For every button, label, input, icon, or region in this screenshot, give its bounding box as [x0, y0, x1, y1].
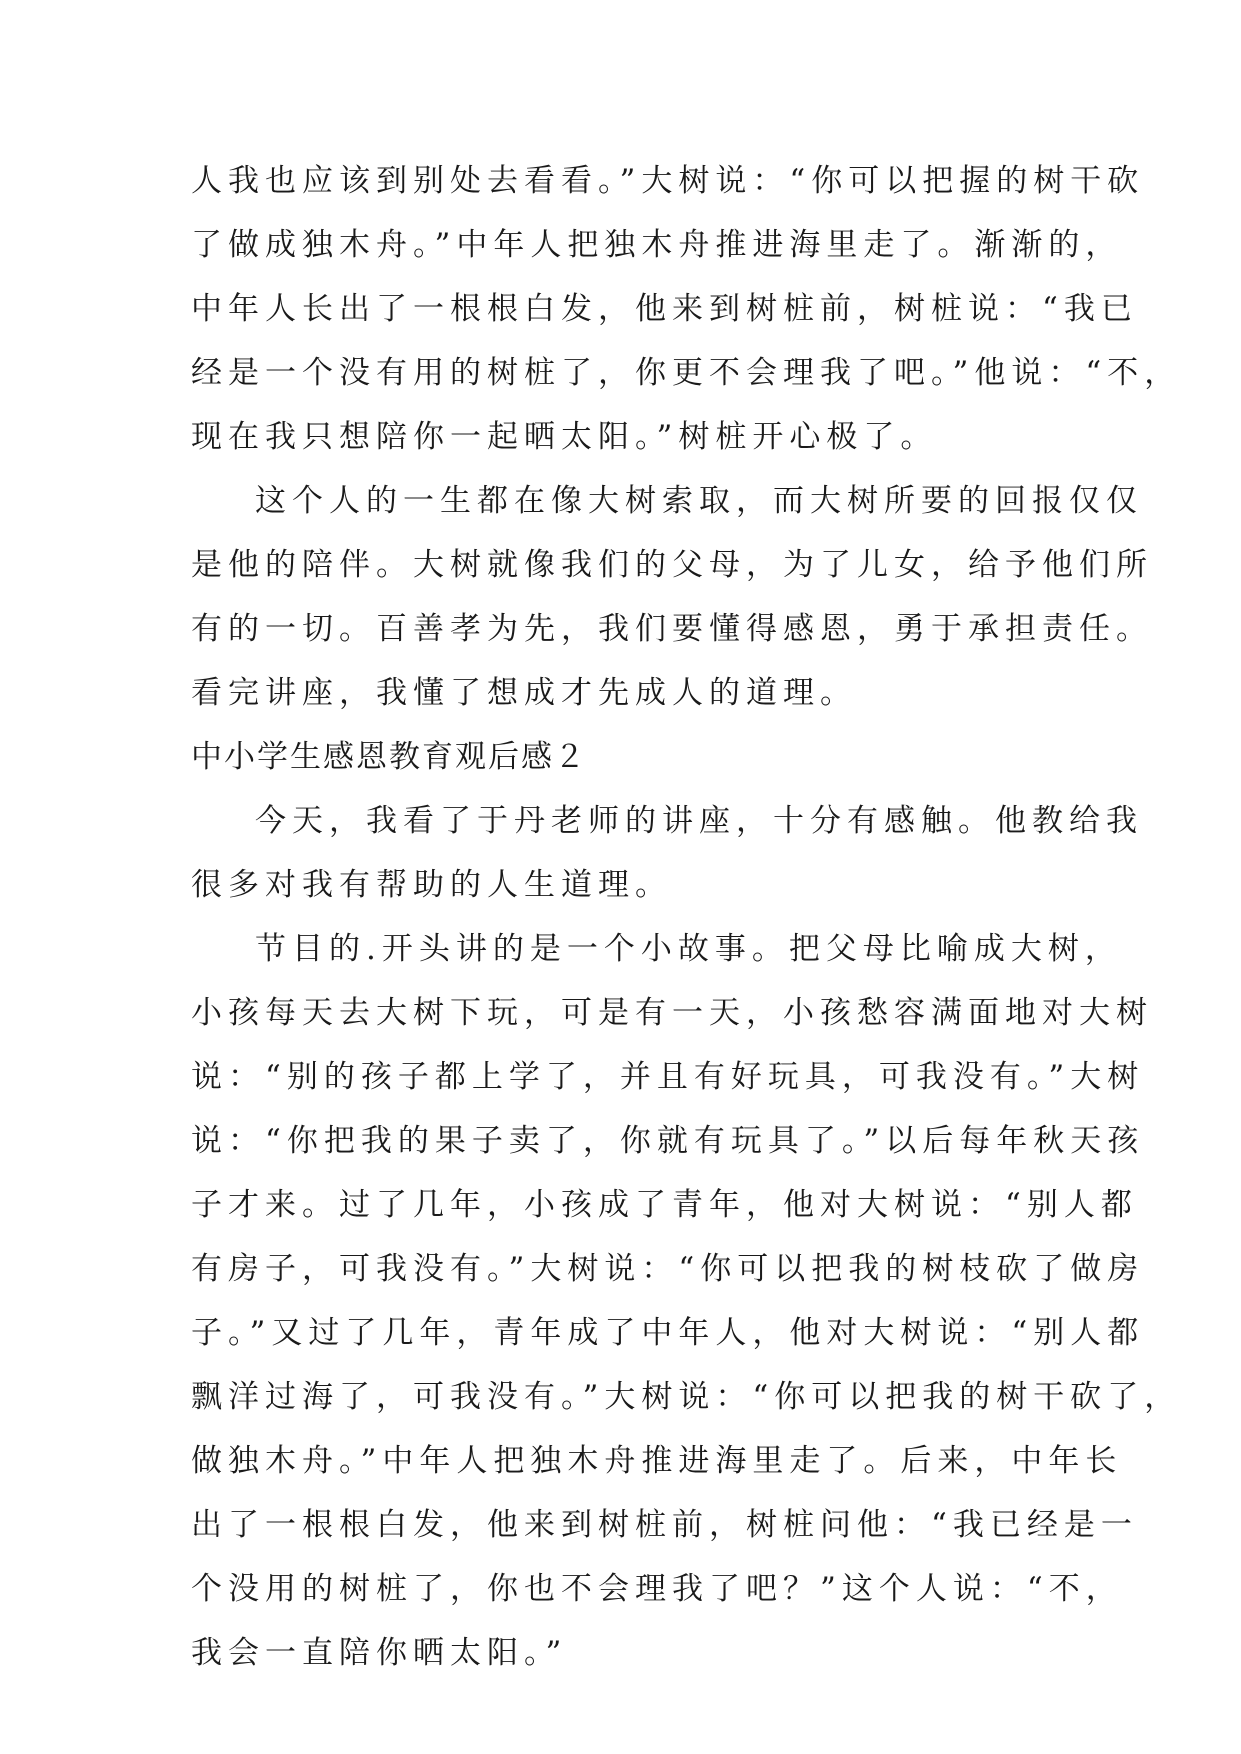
text-line: 经是一个没有用的树桩了，你更不会理我了吧。”他说：“不，	[191, 355, 1182, 391]
text-line: 中年人长出了一根根白发，他来到树桩前，树桩说：“我已	[191, 291, 1138, 327]
paragraph-reflection	[191, 469, 1153, 725]
text-line: 个没用的树桩了，你也不会理我了吧？”这个人说：“不，	[191, 1571, 1123, 1607]
paragraph-continued	[191, 149, 1182, 469]
text-line: 是他的陪伴。大树就像我们的父母，为了儿女，给予他们所	[191, 547, 1153, 583]
paragraph-story	[191, 917, 1182, 1685]
text-line: 我会一直陪你晒太阳。”	[191, 1635, 568, 1671]
text-line: 很多对我有帮助的人生道理。	[191, 867, 672, 903]
document-body	[191, 149, 1182, 1685]
text-line: 飘洋过海了，可我没有。”大树说：“你可以把我的树干砍了，	[191, 1379, 1182, 1415]
text-line: 节目的.开头讲的是一个小故事。把父母比喻成大树，	[255, 931, 1122, 967]
text-line: 出了一根根白发，他来到树桩前，树桩问他：“我已经是一	[191, 1507, 1138, 1543]
paragraph-intro	[191, 789, 1143, 917]
text-line: 看完讲座，我懂了想成才先成人的道理。	[191, 675, 857, 711]
text-line: 有的一切。百善孝为先，我们要懂得感恩，勇于承担责任。	[191, 611, 1153, 647]
section-heading: 中小学生感恩教育观后感２	[191, 739, 587, 775]
text-line: 做独木舟。”中年人把独木舟推进海里走了。后来，中年长	[191, 1443, 1123, 1479]
text-line: 说：“你把我的果子卖了，你就有玩具了。”以后每年秋天孩	[191, 1123, 1145, 1159]
text-line: 子才来。过了几年，小孩成了青年，他对大树说：“别人都	[191, 1187, 1138, 1223]
text-line: 小孩每天去大树下玩，可是有一天，小孩愁容满面地对大树	[191, 995, 1153, 1031]
text-line: 有房子，可我没有。”大树说：“你可以把我的树枝砍了做房	[191, 1251, 1145, 1287]
text-line: 说：“别的孩子都上学了，并且有好玩具，可我没有。”大树	[191, 1059, 1145, 1095]
text-line: 人我也应该到别处去看看。”大树说：“你可以把握的树干砍	[191, 163, 1145, 199]
text-line: 了做成独木舟。”中年人把独木舟推进海里走了。渐渐的，	[191, 227, 1123, 263]
text-line: 这个人的一生都在像大树索取，而大树所要的回报仅仅	[255, 483, 1143, 519]
text-line: 子。”又过了几年，青年成了中年人，他对大树说：“别人都	[191, 1315, 1145, 1351]
text-line: 今天，我看了于丹老师的讲座，十分有感触。他教给我	[255, 803, 1143, 839]
text-line: 现在我只想陪你一起晒太阳。”树桩开心极了。	[191, 419, 938, 455]
